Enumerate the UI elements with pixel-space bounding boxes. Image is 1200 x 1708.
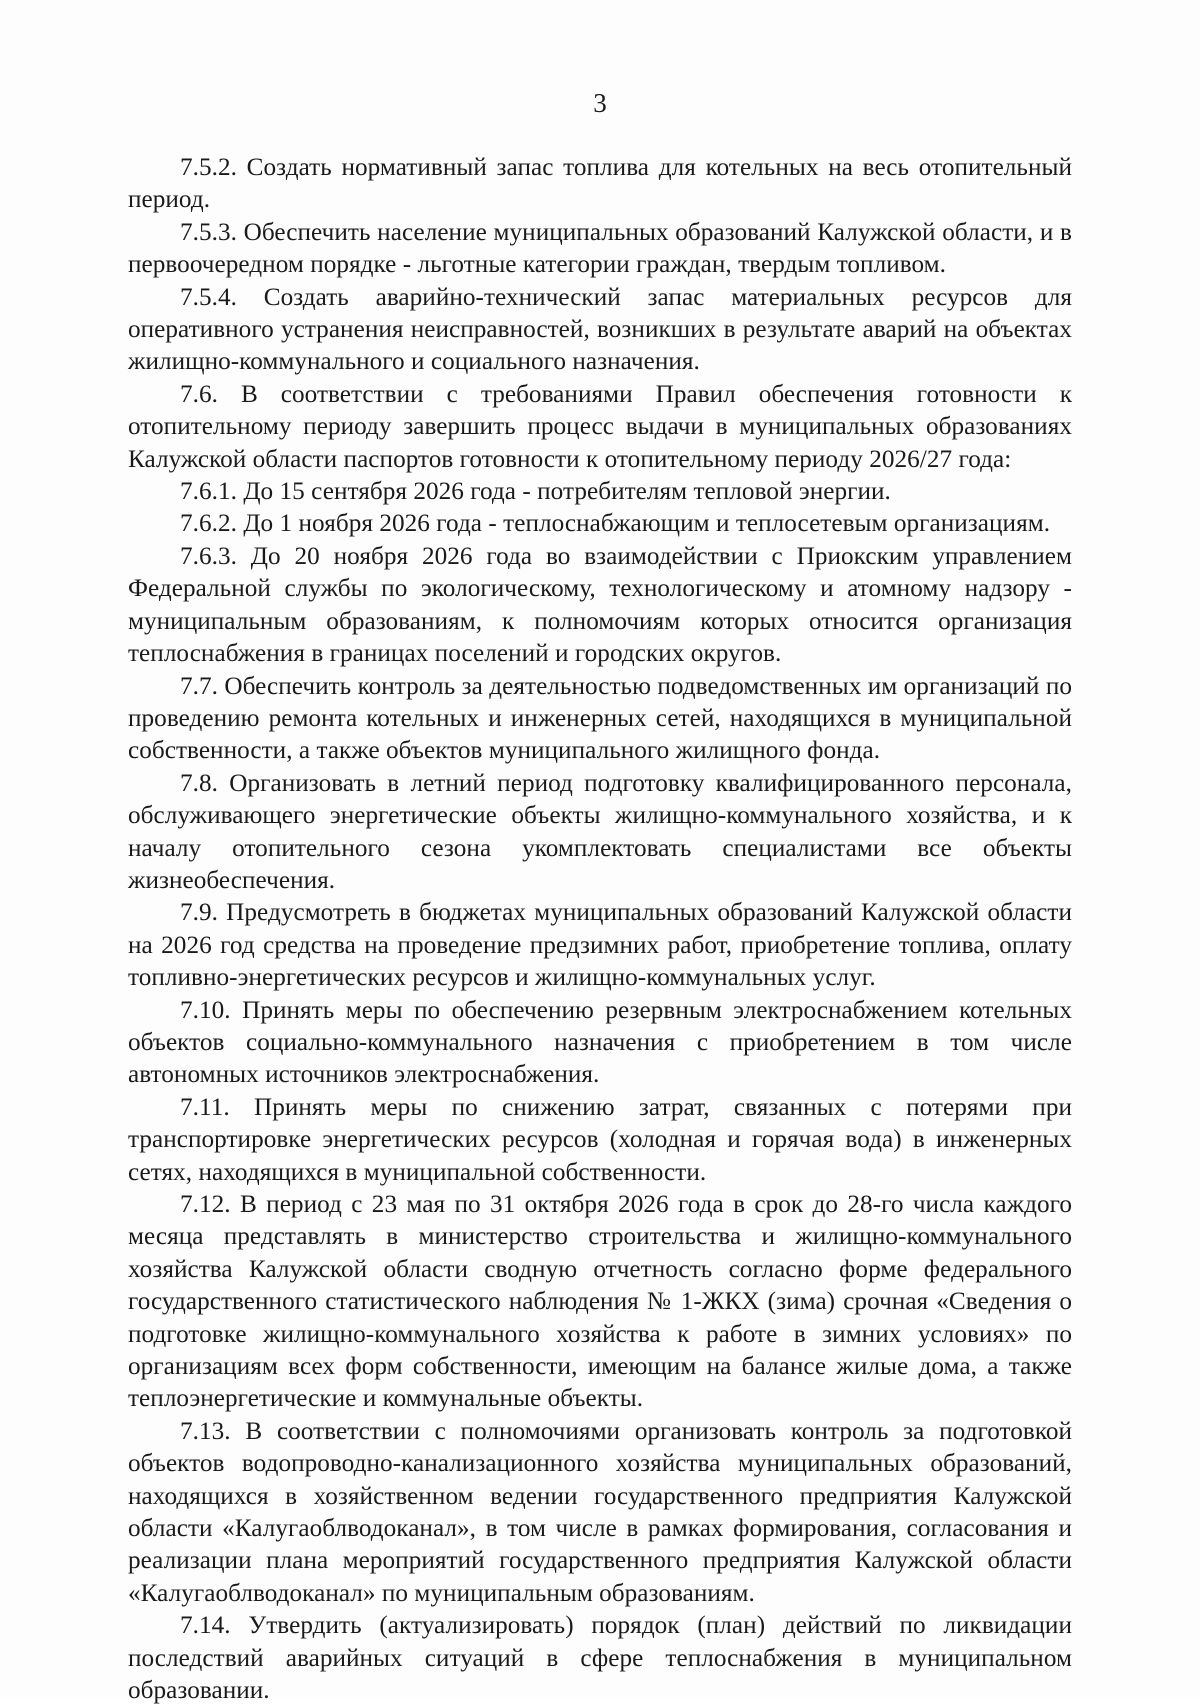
paragraph-7-5-3: 7.5.3. Обеспечить население муниципальных образований Калужской области, и в первоочередном порядке - льготные категории граждан, твердым топливом. (128, 218, 1072, 279)
paragraph-7-6-3: 7.6.3. До 20 ноября 2026 года во взаимодействии с Приокским управлением Федеральной службы по экологическому, технологическому и атомному надзору - муниципальным образованиям, к полномочиям которых относится организация теплоснабжения в границах поселений и городских округов. (128, 542, 1072, 668)
paragraph-7-8: 7.8. Организовать в летний период подготовку квалифицированного персонала, обслуживающего энергетические объекты жилищно-коммунального хозяйства, и к началу отопительного сезона укомплектовать специалистами все объекты жизнеобеспечения. (128, 769, 1072, 894)
paragraph-7-6: 7.6. В соответствии с требованиями Правил обеспечения готовности к отопительному периоду завершить процесс выдачи в муниципальных образованиях Калужской области паспортов готовности к отопительному периоду 2026/27 года: (128, 380, 1072, 473)
paragraph-7-14: 7.14. Утвердить (актуализировать) порядок (план) действий по ликвидации последствий аварийных ситуаций в сфере теплоснабжения в муниципальном образовании. (128, 1612, 1072, 1705)
paragraph-7-6-2: 7.6.2. До 1 ноября 2026 года - теплоснабжающим и теплосетевым организациям. (180, 510, 1051, 538)
paragraph-7-7: 7.7. Обеспечить контроль за деятельностью подведомственных им организаций по проведению ремонта котельных и инженерных сетей, находящихся в муниципальной собственности, а также объектов муниципального жилищного фонда. (128, 672, 1072, 765)
paragraph-7-6-1: 7.6.1. До 15 сентября 2026 года - потребителям тепловой энергии. (180, 478, 891, 506)
paragraph-7-13: 7.13. В соответствии с полномочиями организовать контроль за подготовкой объектов водопроводно-канализационного хозяйства муниципальных образований, находящихся в хозяйственном ведении государственного предприятия Калужской области «Калугаоблводоканал», в том числе в рамках формирования, согласования и реализации плана мероприятий государственного предприятия Калужской области «Калугаоблводоканал» по муниципальным образованиям. (128, 1417, 1072, 1607)
paragraph-7-10: 7.10. Принять меры по обеспечению резервным электроснабжением котельных объектов социально-коммунального назначения с приобретением в том числе автономных источников электроснабжения. (128, 996, 1072, 1089)
paragraph-7-9: 7.9. Предусмотреть в бюджетах муниципальных образований Калужской области на 2026 год средства на проведение предзимних работ, приобретение топлива, оплату топливно-энергетических ресурсов и жилищно-коммунальных услуг. (128, 899, 1072, 992)
paragraph-7-5-2: 7.5.2. Создать нормативный запас топлива для котельных на весь отопительный период. (128, 154, 1072, 214)
paragraph-7-11: 7.11. Принять меры по снижению затрат, связанных с потерями при транспортировке энергетических ресурсов (холодная и горячая вода) в инженерных сетях, находящихся в муниципальной собственности. (128, 1093, 1072, 1186)
paragraph-7-5-4: 7.5.4. Создать аварийно-технический запас материальных ресурсов для оперативного устранения неисправностей, возникших в результате аварий на объектах жилищно-коммунального и социального назначения. (128, 283, 1072, 376)
page-number: 3 (593, 88, 607, 118)
paragraph-7-12: 7.12. В период с 23 мая по 31 октября 2026 года в срок до 28-го числа каждого месяца представлять в министерство строительства и жилищно-коммунального хозяйства Калужской области сводную отчетность согласно форме федерального государственного статистического наблюдения № 1-ЖКХ (зима) срочная «Сведения о подготовке жилищно-коммунального хозяйства к работе в зимних условиях» по организациям всех форм собственности, имеющим на балансе жилые дома, а также теплоэнергетические и коммунальные объекты. (128, 1191, 1072, 1413)
